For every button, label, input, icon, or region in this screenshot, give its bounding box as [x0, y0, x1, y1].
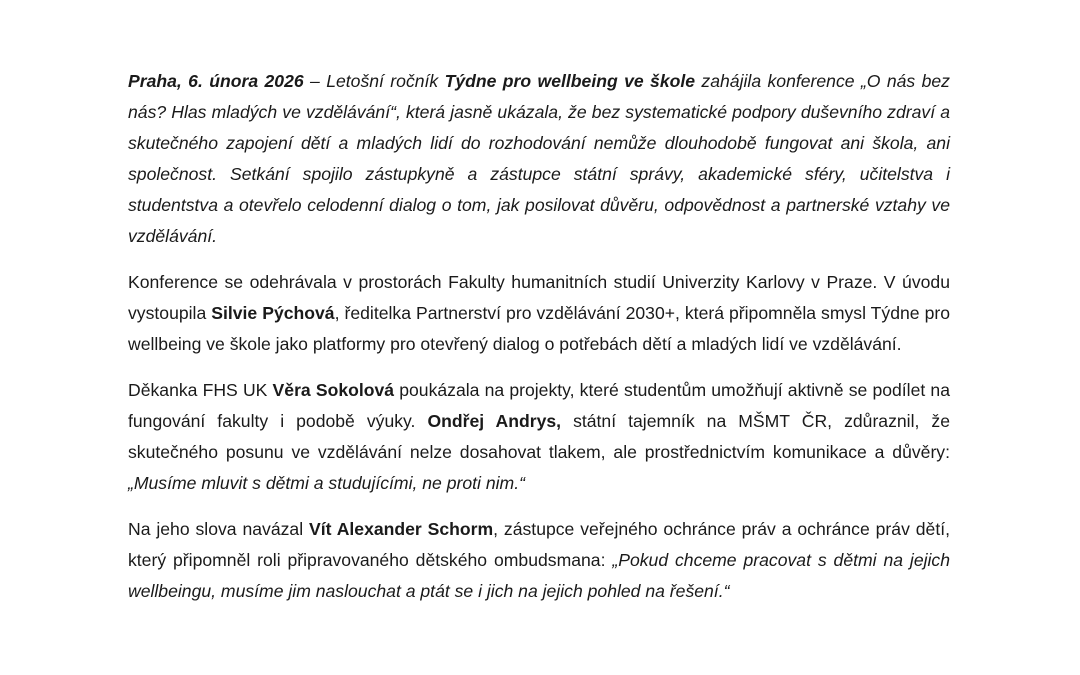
- venue-segment-2: , ředitelka Partnerství pro vzdělávání 2030+, která připomněla smysl Týdne pro wellbeing ve škole jako platformy pro otevřený dialog o potřebách dětí a mladých lidí ve vzdělávání.: [128, 303, 951, 354]
- dateline-bold: Praha, 6. února 2026: [128, 71, 304, 91]
- ombudsman-segment-2: , zástupce veřejného ochránce práv a ochránce práv dětí, který připomněl roli připravovaného dětského ombudsmana:: [128, 519, 950, 570]
- venue-segment-1: Konference se odehrávala v prostorách Fakulty humanitních studií Univerzity Karlovy v Praze. V úvodu vystoupila: [128, 272, 950, 323]
- speakers-bold-name-sokolova: Věra Sokolová: [272, 380, 395, 400]
- speakers-bold-name-andrys: Ondřej Andrys,: [427, 411, 562, 431]
- paragraph-intro: [128, 66, 950, 252]
- document-body: [128, 66, 950, 607]
- speakers-quote-andrys: „Musíme mluvit s dětmi a studujícími, ne proti nim.“: [128, 473, 525, 493]
- venue-bold-speaker-name: Silvie Pýchová: [211, 303, 335, 323]
- page-heading-clipped: [0, 0, 1080, 12]
- speakers-segment-3: státní tajemník na MŠMT ČR, zdůraznil, že skutečného posunu ve vzdělávání nelze dosahovat tlakem, ale prostřednictvím komunikace a důvěry:: [128, 411, 950, 462]
- paragraph-speakers: [128, 375, 950, 499]
- ombudsman-segment-1: Na jeho slova navázal: [128, 519, 309, 539]
- speakers-segment-1: Děkanka FHS UK: [128, 380, 273, 400]
- intro-bold-event-name: Týdne pro wellbeing ve škole: [444, 71, 696, 91]
- intro-segment-1: – Letošní ročník: [303, 71, 445, 91]
- ombudsman-bold-name-schorm: Vít Alexander Schorm: [308, 519, 494, 539]
- paragraph-venue: [128, 267, 950, 360]
- ombudsman-quote-schorm: „Pokud chceme pracovat s dětmi na jejich wellbeingu, musíme jim naslouchat a ptát se i jich na jejich pohled na řešení.“: [128, 550, 950, 601]
- intro-segment-2: zahájila konference „O nás bez nás? Hlas mladých ve vzdělávání“, která jasně ukázala, že bez systematické podpory duševního zdraví a skutečného zapojení dětí a mladých lidí do rozhodování nemůže dlouhodobě fungovat ani škola, ani společnost. Setkání spojilo zástupkyně a zástupce státní správy, akademické sféry, učitelstva i studentstva a otevřelo celodenní dialog o tom, jak posilovat důvěru, odpovědnost a partnerské vztahy ve vzdělávání.: [128, 71, 950, 246]
- paragraph-ombudsman: [128, 514, 950, 607]
- speakers-segment-2: poukázala na projekty, které studentům umožňují aktivně se podílet na fungování fakulty i podobě výuky.: [128, 380, 950, 431]
